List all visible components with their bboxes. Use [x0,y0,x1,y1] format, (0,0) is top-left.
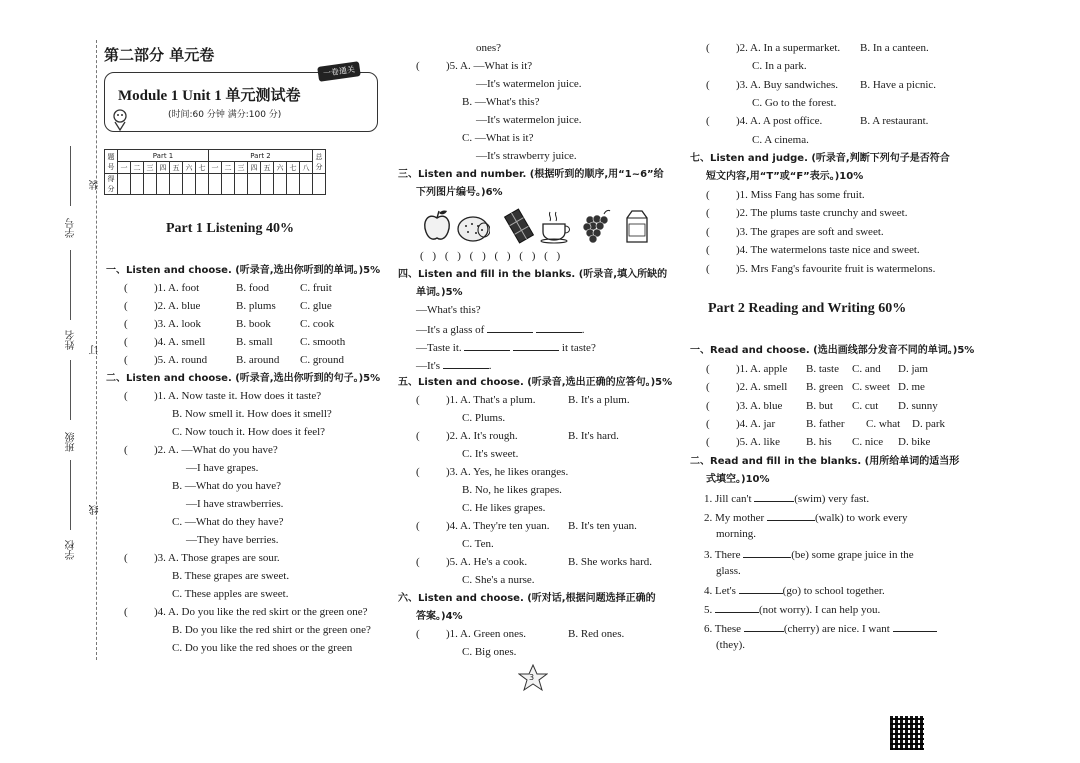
sec5-option-c: C. Plums. [462,412,506,424]
part1-title: Part 1 Listening 40% [166,221,294,236]
sec6-cont-option-c: C. Go to the forest. [752,97,837,109]
rw1-option-b: B. father [806,418,845,430]
sec6-option-b: B. Red ones. [568,628,625,640]
sec6-cont-item[interactable]: ( )4. A. A post office. [706,115,823,127]
sec6-cont-item[interactable]: ( )2. A. In a supermarket. [706,42,841,54]
sec4-heading-1: 四、Listen and fill in the blanks. (听录音,填入所缺的 [398,269,668,280]
mid-line: —It's watermelon juice. [476,78,582,90]
school-label: 学校 [66,540,77,560]
score-col: 一 [118,162,131,174]
mid-line: —It's strawberry juice. [476,150,577,162]
sec1-option-b: B. plums [236,300,276,312]
sec6-heading-1: 六、Listen and choose. (听对话,根据问题选择正确的 [398,593,656,604]
rw2-q4: 4. Let's (go) to school together. [704,585,885,597]
sec2-line: B. Do you like the red shirt or the green one? [172,624,371,636]
sec6-cont-option-c: C. In a park. [752,60,807,72]
mid-line: —It's watermelon juice. [476,114,582,126]
rw1-option-d: D. bike [898,436,931,448]
score-col: 一 [209,162,222,174]
grapes-icon [578,208,612,244]
sec6-heading-2: 答案。)4% [416,611,463,622]
score-table-total: 总分 [313,150,326,174]
fill-blank[interactable] [767,510,815,521]
rw2-q6-cont: (they). [716,639,746,651]
score-col: 二 [131,162,144,174]
sec6-cont-option-b: B. Have a picnic. [860,79,937,91]
score-table-row2-label: 得分 [105,174,118,195]
sec4-line3: —Taste it. it taste? [416,342,596,354]
fill-blank[interactable] [743,547,791,558]
score-cell[interactable] [209,174,222,195]
score-cell[interactable] [248,174,261,195]
student-number-line [70,146,71,206]
part2-title: Part 2 Reading and Writing 60% [708,301,907,316]
name-label: 姓名 [66,330,77,350]
student-number-label: 学号 [66,218,77,238]
score-cell[interactable] [261,174,274,195]
rw2-q2: 2. My mother (walk) to work every [704,512,908,524]
score-cell[interactable] [144,174,157,195]
time-info: (时间:60 分钟 满分:100 分) [168,110,282,120]
sec1-option-c: C. fruit [300,282,332,294]
sec4-line2: —It's a glass of . [416,324,585,336]
rw1-option-d: D. sunny [898,400,938,412]
sec1-item[interactable]: ( )4. A. smell [124,336,206,348]
sec6-cont-option-c: C. A cinema. [752,134,809,146]
score-col: 七 [196,162,209,174]
rw1-option-b: B. green [806,381,844,393]
sec7-item[interactable]: ( )3. The grapes are soft and sweet. [706,226,884,238]
sec3-heading-1: 三、Listen and number. (根据听到的顺序,用“1~6”给 [398,169,664,180]
sec3-answer-brackets[interactable]: ( ) ( ) ( ) ( ) ( ) ( ) [420,250,561,262]
score-cell[interactable] [157,174,170,195]
name-line [70,250,71,320]
sec5-item[interactable]: ( )5. A. He's a cook. [416,556,528,568]
sec2-line: —They have berries. [186,534,279,546]
score-col: 七 [287,162,300,174]
sec2-heading: 二、Listen and choose. (听录音,选出你听到的句子。)5% [106,373,381,384]
rw2-q2-cont: morning. [716,528,757,540]
score-cell[interactable] [131,174,144,195]
score-cell[interactable] [222,174,235,195]
score-col: 六 [183,162,196,174]
sec2-line: B. —What do you have? [172,480,282,492]
score-table-part2: Part 2 [209,150,313,162]
sec5-option-c: C. She's a nurse. [462,574,535,586]
score-col: 三 [144,162,157,174]
sec5-option-b: B. It's a plum. [568,394,630,406]
rw2-heading-2: 式填空。)10% [706,474,770,485]
sec2-line: C. Do you like the red shoes or the green [172,642,353,654]
mid-line: ones? [476,42,502,54]
apple-icon [420,208,454,244]
sec3-heading-2: 下列图片编号。)6% [416,187,503,198]
fill-blank[interactable] [744,621,784,632]
sec2-line: —I have grapes. [186,462,259,474]
rw1-item[interactable]: ( )2. A. smell [706,381,788,393]
fill-blank[interactable] [464,340,510,351]
sec7-item[interactable]: ( )1. Miss Fang has some fruit. [706,189,865,201]
sec5-option-b: B. No, he likes grapes. [462,484,562,496]
fill-blank[interactable] [487,322,533,333]
sec5-item[interactable]: ( )4. A. They're ten yuan. [416,520,550,532]
sec6-cont-option-b: B. A restaurant. [860,115,929,127]
sec2-line[interactable]: ( )1. A. Now taste it. How does it taste? [124,390,322,402]
sec2-line[interactable]: ( )2. A. —What do you have? [124,444,278,456]
score-cell[interactable] [313,174,326,195]
sec5-option-b: B. It's hard. [568,430,619,442]
rw2-q5: 5. (not worry). I can help you. [704,604,881,616]
rw1-option-b: B. but [806,400,833,412]
rw2-q1: 1. Jill can't (swim) very fast. [704,493,870,505]
sec1-option-c: C. smooth [300,336,346,348]
sec2-line[interactable]: ( )3. A. Those grapes are sour. [124,552,280,564]
fill-blank[interactable] [513,340,559,351]
score-col: 五 [261,162,274,174]
sec1-heading: 一、Listen and choose. (听录音,选出你听到的单词。)5% [106,265,381,276]
score-cell[interactable] [287,174,300,195]
score-col: 四 [157,162,170,174]
sec5-option-c: C. It's sweet. [462,448,519,460]
rw2-heading-1: 二、Read and fill in the blanks. (用所给单词的适当形 [690,456,960,467]
rw1-option-d: D. park [912,418,945,430]
score-cell[interactable] [170,174,183,195]
sec2-line: C. —What do they have? [172,516,284,528]
score-col: 三 [235,162,248,174]
sec2-line: B. These grapes are sweet. [172,570,290,582]
strawberry-icon [456,208,490,244]
sec5-item[interactable]: ( )1. A. That's a plum. [416,394,536,406]
margin-mark-ding: 订 [90,345,101,355]
mid-line: C. —What is it? [462,132,534,144]
score-cell[interactable] [274,174,287,195]
sec1-option-c: C. cook [300,318,335,330]
rw1-item[interactable]: ( )5. A. like [706,436,780,448]
sec5-option-c: C. He likes grapes. [462,502,546,514]
sec4-line1: —What's this? [416,304,481,316]
sec6-cont-item[interactable]: ( )3. A. Buy sandwiches. [706,79,839,91]
sec1-option-c: C. ground [300,354,344,366]
sec1-item[interactable]: ( )1. A. foot [124,282,200,294]
sec5-heading: 五、Listen and choose. (听录音,选出正确的应答句。)5% [398,377,673,388]
fill-blank[interactable] [715,602,759,613]
sec2-line: B. Now smell it. How does it smell? [172,408,332,420]
margin-mark-zhuang: 装 [90,180,101,190]
fill-blank[interactable] [754,491,794,502]
sec5-option-b: B. She works hard. [568,556,653,568]
score-col: 四 [248,162,261,174]
mascot-icon [108,108,132,132]
sec7-item[interactable]: ( )5. Mrs Fang's favourite fruit is watermelons. [706,263,936,275]
margin-mark-xian: 线 [90,505,101,515]
fill-blank[interactable] [443,358,489,369]
sec4-heading-2: 单词。)5% [416,287,463,298]
sec6-option-c: C. Big ones. [462,646,517,658]
rw1-item[interactable]: ( )1. A. apple [706,363,788,375]
sec2-line[interactable]: ( )4. A. Do you like the red skirt or the green one? [124,606,368,618]
rw1-option-b: B. taste [806,363,839,375]
rw2-q6: 6. These (cherry) are nice. I want [704,621,937,636]
sec5-item[interactable]: ( )3. A. Yes, he likes oranges. [416,466,569,478]
sec1-option-b: B. around [236,354,280,366]
rw1-option-b: B. his [806,436,832,448]
rw1-item[interactable]: ( )3. A. blue [706,400,783,412]
chocolate-icon [502,208,536,244]
mid-line[interactable]: ( )5. A. —What is it? [416,60,533,72]
sec1-option-b: B. food [236,282,269,294]
rw1-option-d: D. jam [898,363,928,375]
score-col: 二 [222,162,235,174]
sec1-option-b: B. small [236,336,273,348]
score-col: 八 [300,162,313,174]
score-cell[interactable] [183,174,196,195]
sec6-item[interactable]: ( )1. A. Green ones. [416,628,527,640]
score-col: 六 [274,162,287,174]
sec2-line: C. Now touch it. How does it feel? [172,426,326,438]
fill-blank[interactable] [536,322,582,333]
qr-code-icon [890,716,924,750]
sec1-option-b: B. book [236,318,271,330]
sec5-option-b: B. It's ten yuan. [568,520,637,532]
sec4-line4: —It's . [416,360,492,372]
score-cell[interactable] [196,174,209,195]
class-line [70,360,71,420]
sec6-cont-option-b: B. In a canteen. [860,42,929,54]
sec2-line: —I have strawberries. [186,498,284,510]
mid-line: B. —What's this? [462,96,540,108]
score-table-row1-label: 题号 [105,150,118,174]
sec2-line: C. These apples are sweet. [172,588,289,600]
score-cell[interactable] [118,174,131,195]
sec7-item[interactable]: ( )4. The watermelons taste nice and sweet. [706,244,920,256]
rw2-q3-cont: glass. [716,565,741,577]
page-number: 3 [529,673,535,682]
fill-blank[interactable] [893,621,937,632]
sec7-item[interactable]: ( )2. The plums taste crunchy and sweet. [706,207,908,219]
rw1-option-d: D. me [898,381,925,393]
sec1-item[interactable]: ( )3. A. look [124,318,202,330]
rw1-item[interactable]: ( )4. A. jar [706,418,776,430]
milk-carton-icon [618,208,652,244]
sec5-option-c: C. Ten. [462,538,494,550]
rw1-option-c: C. cut [852,400,879,412]
rw1-option-c: C. what [866,418,901,430]
sec5-item[interactable]: ( )2. A. It's rough. [416,430,518,442]
score-table-part1: Part 1 [118,150,209,162]
score-cell[interactable] [300,174,313,195]
class-label: 班级 [66,432,77,452]
section-title: 第二部分 单元卷 [104,46,215,64]
rw2-q3: 3. There (be) some grape juice in the [704,549,914,561]
rw1-option-c: C. nice [852,436,884,448]
score-table [104,149,326,195]
sec7-heading-2: 短文内容,用“T”或“F”表示。)10% [706,171,864,182]
fill-blank[interactable] [739,583,783,594]
rw1-heading: 一、Read and choose. (选出画线部分发音不同的单词。)5% [690,345,975,356]
badge-label: 一卷通关 [317,61,361,82]
coffee-cup-icon [538,208,572,244]
rw1-option-c: C. sweet [852,381,890,393]
score-col: 五 [170,162,183,174]
score-cell[interactable] [235,174,248,195]
sec1-option-c: C. glue [300,300,332,312]
sec7-heading-1: 七、Listen and judge. (听录音,判断下列句子是否符合 [690,153,950,164]
module-title: Module 1 Unit 1 单元测试卷 [118,88,301,104]
school-line [70,460,71,530]
sec1-item[interactable]: ( )2. A. blue [124,300,201,312]
sec1-item[interactable]: ( )5. A. round [124,354,208,366]
rw1-option-c: C. and [852,363,881,375]
